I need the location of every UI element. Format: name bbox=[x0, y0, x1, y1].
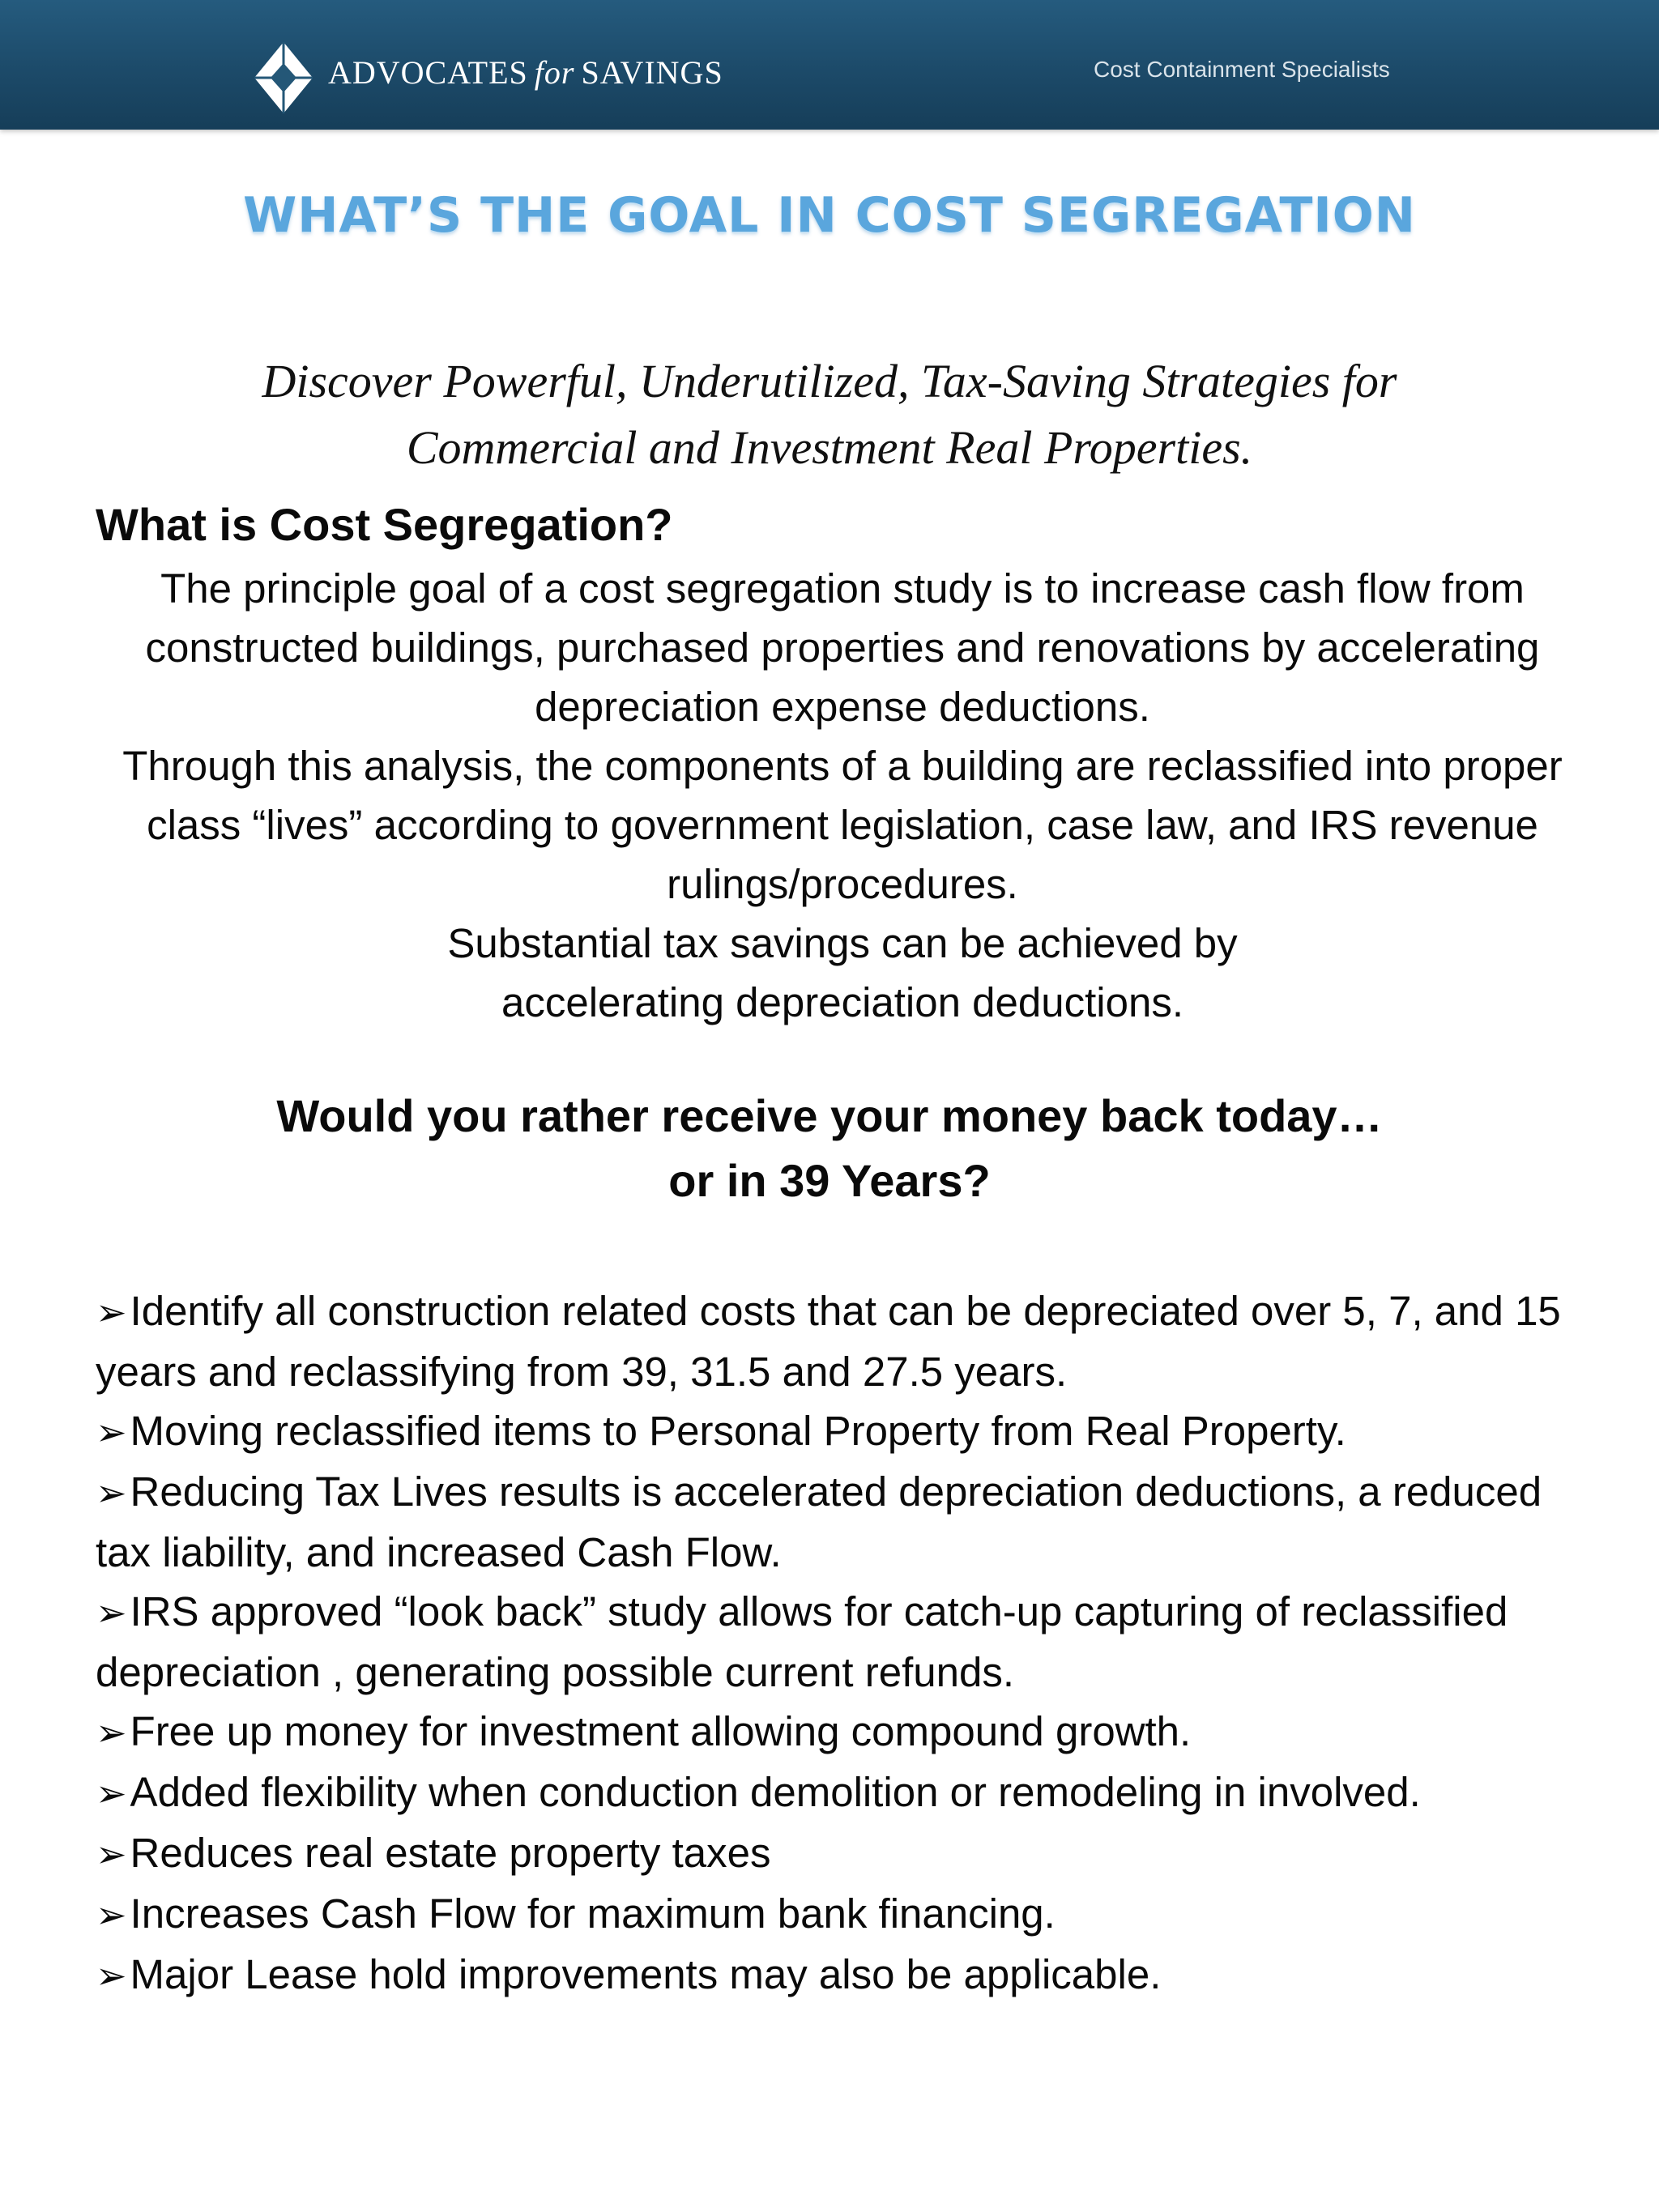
list-item-text: IRS approved “look back” study allows for catch-up capturing of reclassified depreciation , generating possible current refunds. bbox=[96, 1588, 1508, 1695]
list-item-text: Major Lease hold improvements may also be applicable. bbox=[130, 1951, 1162, 1997]
arrow-bullet-icon: ➢ bbox=[96, 1290, 127, 1334]
list-item-text: Reduces real estate property taxes bbox=[130, 1830, 771, 1876]
logo-word-advocates: ADVOCATES bbox=[328, 54, 528, 91]
diamond-logo-icon bbox=[251, 40, 316, 115]
subtitle bbox=[0, 348, 1659, 481]
list-item bbox=[96, 1762, 1586, 1823]
company-logo-text bbox=[328, 53, 723, 92]
intro-paragraph: accelerating depreciation deductions. bbox=[501, 979, 1184, 1025]
question-line-2: or in 39 Years? bbox=[668, 1155, 991, 1206]
list-item bbox=[96, 1401, 1586, 1462]
arrow-bullet-icon: ➢ bbox=[96, 1893, 127, 1937]
list-item-text: Free up money for investment allowing compound growth. bbox=[130, 1708, 1192, 1754]
arrow-bullet-icon: ➢ bbox=[96, 1591, 127, 1634]
question-line-1: Would you rather receive your money back today… bbox=[276, 1090, 1383, 1141]
logo-word-savings: SAVINGS bbox=[581, 54, 723, 91]
header-tagline: Cost Containment Specialists bbox=[1094, 57, 1390, 82]
subtitle-line-2: Commercial and Investment Real Properties. bbox=[406, 421, 1253, 474]
question-callout bbox=[0, 1084, 1659, 1213]
list-item bbox=[96, 1702, 1586, 1762]
intro-text bbox=[81, 559, 1604, 1032]
arrow-bullet-icon: ➢ bbox=[96, 1832, 127, 1876]
intro-paragraph: Through this analysis, the components of a building are reclassified into proper class “lives” according to government legislation, case law, and IRS revenue rulings/procedures. bbox=[122, 743, 1563, 907]
arrow-bullet-icon: ➢ bbox=[96, 1771, 127, 1815]
list-item-text: Moving reclassified items to Personal Property from Real Property. bbox=[130, 1408, 1346, 1454]
section-heading: What is Cost Segregation? bbox=[96, 499, 673, 550]
list-item-text: Increases Cash Flow for maximum bank financing. bbox=[130, 1890, 1056, 1937]
list-item-text: Reducing Tax Lives results is accelerated depreciation deductions, a reduced tax liability, and increased Cash Flow. bbox=[96, 1468, 1542, 1575]
subtitle-line-1: Discover Powerful, Underutilized, Tax-Saving Strategies for bbox=[262, 355, 1397, 407]
header-banner bbox=[0, 0, 1659, 130]
list-item-text: Added flexibility when conduction demolition or remodeling in involved. bbox=[130, 1769, 1421, 1815]
list-item bbox=[96, 1281, 1586, 1401]
list-item-text: Identify all construction related costs that can be depreciated over 5, 7, and 15 years and reclassifying from 39, 31.5 and 27.5 years. bbox=[96, 1288, 1561, 1395]
list-item bbox=[96, 1582, 1586, 1702]
logo-word-for: for bbox=[534, 54, 575, 91]
intro-paragraph: The principle goal of a cost segregation study is to increase cash flow from constructed buildings, purchased properties and renovations by accelerating depreciation expense deductions. bbox=[145, 565, 1540, 730]
intro-paragraph: Substantial tax savings can be achieved by bbox=[447, 920, 1238, 966]
arrow-bullet-icon: ➢ bbox=[96, 1954, 127, 1997]
list-item bbox=[96, 1823, 1586, 1884]
list-item bbox=[96, 1945, 1586, 2005]
page-title: WHAT’S THE GOAL IN COST SEGREGATION bbox=[243, 187, 1416, 244]
benefits-list bbox=[96, 1281, 1586, 2005]
list-item bbox=[96, 1884, 1586, 1945]
arrow-bullet-icon: ➢ bbox=[96, 1471, 127, 1515]
arrow-bullet-icon: ➢ bbox=[96, 1711, 127, 1754]
list-item bbox=[96, 1462, 1586, 1582]
arrow-bullet-icon: ➢ bbox=[96, 1410, 127, 1454]
